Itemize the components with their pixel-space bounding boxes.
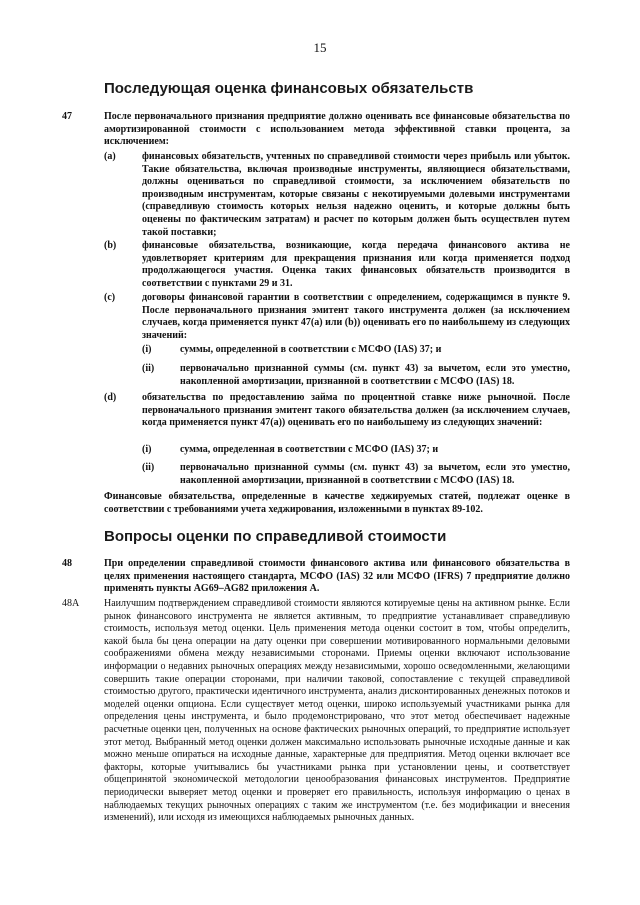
subitem-label: (ii) [142,363,155,374]
item-text: договоры финансовой гарантии в соответствии с определением, содержащимся в пункте 9. После первоначального признания эмитент такого инструмента должен (за исключением случаев, когда применяется пункт 47(a) или (b)) оценивать его по наибольшему из следующих значений: [142,292,570,341]
subitem-text: первоначально признанной суммы (см. пункт 43) за вычетом, если это уместно, накопленной амортизации, признанной в соответствии с МСФО (IAS) 18. [180,363,570,387]
item-label: (c) [104,292,116,303]
paragraph-number: 48 [62,558,72,569]
paragraph-text: При определении справедливой стоимости финансового актива или финансового обязательства в целях применения настоящего стандарта, МСФО (IAS) 32 или МСФО (IFRS) 7 предприятие должно применять пункты AG69–AG82 приложения А. [104,558,570,595]
list-item-a [104,151,570,239]
paragraph-number: 47 [62,111,72,122]
page-number: 15 [313,40,327,55]
subitem-text: суммы, определенной в соответствии с МСФО (IAS) 37; и [180,344,442,355]
list-item-c [104,292,570,342]
item-label: (a) [104,151,116,162]
item-label: (b) [104,240,117,251]
paragraph-number: 48A [62,598,80,609]
subitem-label: (i) [142,344,152,355]
subitem-text: сумма, определенная в соответствии с МСФО (IAS) 37; и [180,444,439,455]
item-text: обязательства по предоставлению займа по процентной ставке ниже рыночной. После первоначального признания эмитент такого обязательства должен (за исключением случаев, когда применяется пункт 47(a)) оценивать его по наибольшему из следующих значений: [142,392,570,429]
item-text: финансовые обязательства, возникающие, когда передача финансового актива не удовлетворяет критериям для прекращения признания или когда применяется подход продолжающегося участия. Оценка таких финансовых обязательств производится в соответствии с пунктами 29 и 31. [142,240,570,289]
subitem-d-ii [142,462,570,487]
item-label: (d) [104,392,117,403]
subitem-d-i [142,444,570,457]
item-text: финансовых обязательств, учтенных по справедливой стоимости через прибыль или убыток. Такие обязательства, включая производные инструменты, являющиеся обязательствами, должны оцениваться по справедливой стоимости, за исключением обязательств по производным инструментам, которые связаны с некотируемыми долевыми инструментами (справедливую стоимость которых нельзя надежно оценить, и которые должны быть оценены по фактическим затратам) и расчет по которым должен быть осуществлен путем такой поставки; [142,151,570,238]
section-heading-fair-value: Вопросы оценки по справедливой стоимости [104,528,447,545]
closing-paragraph [104,491,570,516]
list-item-d [104,392,570,430]
subitem-c-ii [142,363,570,388]
subitem-text: первоначально признанной суммы (см. пункт 43) за вычетом, если это уместно, накопленной амортизации, признанной в соответствии с МСФО (IAS) 18. [180,462,570,486]
paragraph-48a [62,598,570,825]
subitem-label: (ii) [142,462,155,473]
subitem-c-i [142,344,570,357]
paragraph-text: После первоначального признания предприятие должно оценивать все финансовые обязательства по амортизированной стоимости с использованием метода эффективной ставки процента, за исключением: [104,111,570,148]
list-item-b [104,240,570,290]
section-heading-subsequent-measurement: Последующая оценка финансовых обязательств [104,80,474,97]
subitem-label: (i) [142,444,152,455]
paragraph-47 [62,111,570,149]
closing-text: Финансовые обязательства, определенные в качестве хеджируемых статей, подлежат оценке в соответствии с требованиями учета хеджирования, изложенными в пунктах 89-102. [104,491,570,515]
paragraph-text: Наилучшим подтверждением справедливой стоимости являются котируемые цены на активном рынке. Если рынок финансового инструмента не является активным, то предприятие устанавливает справедливую стоимость, используя метод оценки. Цель применения метода оценки состоит в том, чтобы определить, какой была бы цена операции на дату оценки при совершении мотивированного нормальными деловыми соображениями обмена между независимыми сторонами. Приемы оценки включают использование информации о недавних рыночных операциях между независимыми, хорошо осведомленными, желающими совершить такие операции сторонами, при наличии таковой, сопоставление с текущей справедливой стоимостью другого, практически идентичного инструмента, анализ дисконтированных денежных потоков и моделей оценки опциона. Если существует метод оценки, широко используемый участниками рынка для определения цены инструмента, и было продемонстрировано, что этот метод обеспечивает надежные расчетные оценки цен, полученных на основе фактических рыночных операций, то предприятие использует этот метод. Выбранный метод оценки должен максимально использовать рыночные исходные данные и как можно меньше опираться на исходные данные, характерные для предприятия. Метод оценки включает все факторы, которые учитывались бы участниками рынка при установлении цены, и соответствует общепринятой экономической методологии ценообразования финансовых инструментов. Предприятие периодически выверяет метод оценки и проверяет его правильность, используя информацию о ценах в наблюдаемых текущих рыночных операциях с таким же инструментом (т.е. без модификации и внесения изменений), или исходя из имеющихся наблюдаемых рыночных данных. [104,598,570,824]
paragraph-48 [62,558,570,596]
